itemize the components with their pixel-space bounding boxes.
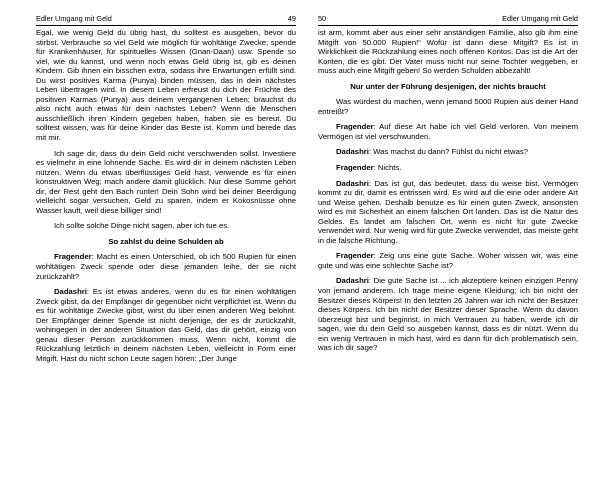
right-page-body (318, 28, 578, 353)
paragraph: Was würdest du machen, wenn jemand 5000 Rupien aus deiner Hand entreißt? (318, 97, 578, 116)
speaker-label: Dadashri (336, 178, 369, 188)
left-page-header (36, 13, 296, 26)
dialogue-text: : Die gute Sache ist ... ich akzeptiere keinen einzigen Penny von jemand anderem. Ich trage meine eigene Kleidung; ich bin nicht der Besitzer dieses Körpers! In den letzten 26 Jahren war ich nicht der Besitzer dieses Körpers. Ich bin nicht der Besitzer dieser Sprache. Wenn du davon überzeugt bist und beginnst, in mich Vertrauen zu haben, werde ich dir sagen, wie du dein Geld so ausgeben kannst, dass es dir nützt. Wenn du ein wenig Vertrauen in mich hast, wird es dann für dich problematisch sein, was ich dir sage? (318, 276, 578, 353)
dialogue-text: : Was machst du dann? Fühlst du nicht etwas? (368, 147, 529, 157)
speaker-label: Dadashri (54, 287, 87, 297)
speaker-label: Dadashri (336, 147, 369, 157)
dialogue-question (318, 122, 578, 141)
right-page (318, 0, 578, 359)
paragraph: Ich sollte solche Dinge nicht sagen, aber ich tue es. (54, 221, 230, 231)
section-heading: So zahlst du deine Schulden ab (108, 236, 224, 246)
speaker-label: Fragender (336, 163, 374, 173)
dialogue-question (36, 252, 296, 281)
paragraph: Egal, wie wenig Geld du übrig hast, du solltest es ausgeben, bevor du stirbst. Verbrauche so viel Geld wie möglich für wohltätige Zwecke; spende für Krankenhäuser, für spirituelles Wissen (Gnan-Daan) usw. Spende so viel, wie du kannst, und wenn noch etwas Geld übrig ist, gib es deinen Kindern. Gib ihnen ein bisschen extra, sodass ihre Erwartungen erfüllt sind. Du wirst positives Karma (Punya) binden müssen, das in dein nächstes Leben übertragen wird. In diesem Leben erfreust du dich der Früchte des positiven Karmas (Punya) aus deinem vergangenen Leben; brauchst du also nicht auch etwas für dein nächstes Leben? Wenn die Menschen ausschließlich ihren Kindern gegeben haben, haben sie es bereut. Du solltest wissen, was für deine Kinder das Beste ist. Komm und berede das mit mir. (36, 28, 296, 143)
right-page-header (318, 13, 578, 26)
dialogue-answer (318, 179, 578, 246)
dialogue-question (318, 163, 578, 173)
right-header-title: Edler Umgang mit Geld (502, 14, 578, 23)
dialogue-question (318, 251, 578, 270)
speaker-label: Dadashri (336, 276, 369, 286)
left-page-number: 49 (287, 14, 296, 23)
dialogue-text: : Macht es einen Unterschied, ob ich 500 Rupien für einen wohltätigen Zweck spende oder diese jemanden leihe, der sie nicht zurückzahlt? (36, 252, 296, 281)
dialogue-answer (318, 276, 578, 352)
speaker-label: Fragender (336, 251, 374, 261)
speaker-label: Fragender (336, 122, 374, 132)
dialogue-text: : Zeig uns eine gute Sache. Woher wissen wir, was eine gute und was eine schlechte Sache ist? (318, 251, 578, 270)
dialogue-answer (318, 147, 578, 157)
speaker-label: Fragender (54, 252, 92, 262)
dialogue-answer (36, 287, 296, 363)
dialogue-text: : Es ist etwas anderes, wenn du es für einen wohltätigen Zweck gibst, da der Empfänger dir gegenüber nicht verpflichtet ist. Wenn du es für wohltätige Zwecke gibst, wirst du über einen anderen Weg belohnt. Der Empfänger deiner Spende ist nicht derjenige, der es dir zurückzahlt, wohingegen in der anderen Situation das Geld, das dir gehört, einzig von genau dieser Person zurückkommen muss. Wenn nicht, kommt die Rückzahlung letztlich in deinem nächsten Leben, vielleicht in Form einer Mitgift. Hast du nicht schon Leute sagen hören: „Der Junge (36, 287, 296, 363)
paragraph: Ich sage dir, dass du dein Geld nicht verschwenden sollst. Investiere es vielmehr in eine lohnende Sache. Es wird dir in deinem nächsten Leben nützen. Wenn du etwas überflüssiges Geld hast, verwende es für einen konstruktiven Weg; mach andere damit glücklich. Nur diese Summe gehört dir, der Rest geht den Bach runter! Dein Sohn wird bei deiner Beerdigung vielleicht sogar versuchen, Geld zu sparen, indem er Kokosnüsse ohne Wasser kauft, weil diese billiger sind! (36, 148, 296, 215)
paragraph: ist arm, kommt aber aus einer sehr anständigen Familie, also gib ihm eine Mitgift von 50.000 Rupien!“ Wofür ist dann diese Mitgift? Es ist in Wirklichkeit die Rückzahlung eines noch offenen Kontos. Das ist die Art der Konten, die es gibt. Der Vater muss nicht nur seine Tochter weggeben, er muss auch eine Mitgift geben! So werden Schulden abbezahlt! (318, 28, 578, 76)
dialogue-text: : Auf diese Art habe ich viel Geld verloren. Von meinem Vermögen ist viel verschwunden. (318, 122, 578, 141)
left-page-body (36, 28, 296, 364)
dialogue-text: : Das ist gut, das bedeutet, dass du weise bist. Vermögen kommt zu dir, damit es entrissen wird. Es wird auf die eine oder andere Art und Weise gehen. Deshalb benutze es für einen guten Zweck, ansonsten wird es mit Sicherheit an einem falschen Ort landen. Das ist die Natur des Geldes. Es landet am falschen Ort, wenn es nicht für gute Zwecke verwendet wird. Nur wenig wird für gute Zwecke verwendet, das meiste geht in die falsche Richtung. (318, 178, 578, 245)
right-page-number: 50 (318, 14, 327, 23)
left-header-title: Edler Umgang mit Geld (36, 14, 112, 23)
left-page (36, 0, 296, 370)
section-heading: Nur unter der Führung desjenigen, der nichts braucht (350, 81, 546, 91)
dialogue-text: : Nichts. (373, 163, 402, 173)
